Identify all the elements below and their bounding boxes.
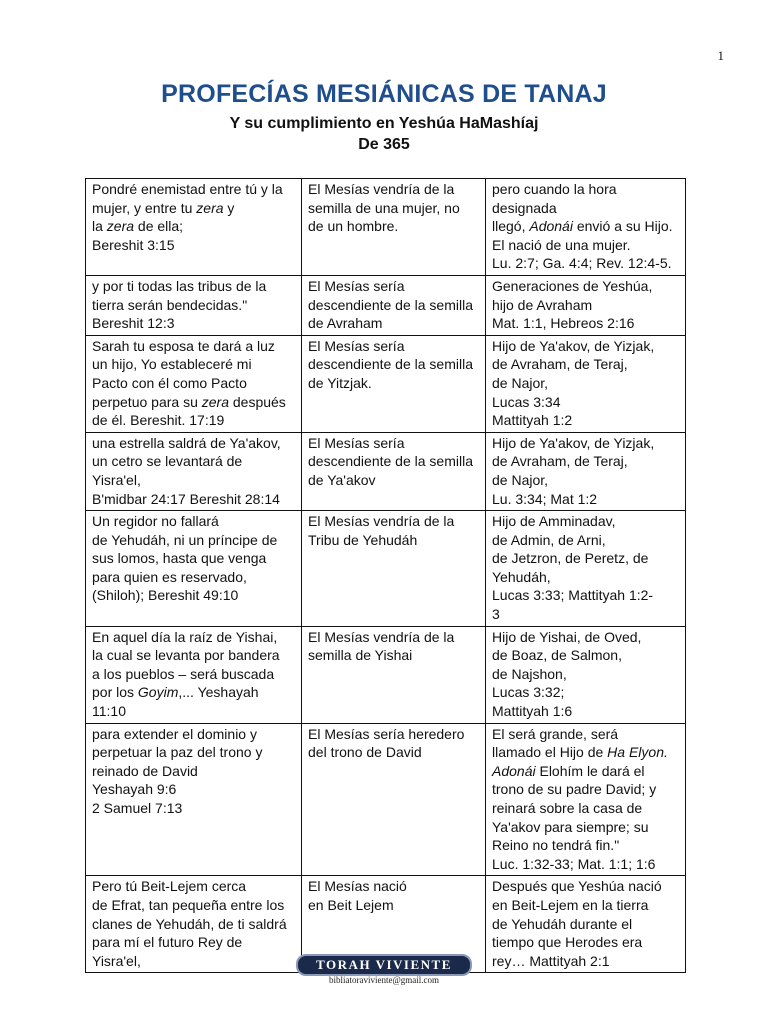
cell-line: de Avraham xyxy=(308,315,383,332)
cell-line: Tribu de Yehudáh xyxy=(308,531,418,548)
table-row xyxy=(86,723,686,876)
cell-line: clanes de Yehudáh, de ti saldrá xyxy=(92,915,287,932)
cell-line: de Najor, xyxy=(492,374,549,391)
summary-cell xyxy=(302,335,486,432)
cell-line: semilla de Yishai xyxy=(308,647,413,664)
cell-line: Lu. 3:34; Mat 1:2 xyxy=(492,490,598,507)
cell-line: rey… Mattityah 2:1 xyxy=(492,952,610,969)
cell-line: de él. Bereshit. 17:19 xyxy=(92,412,225,429)
cell-line: descendiente de la semilla xyxy=(308,356,473,373)
cell-line: El Mesías vendría de la xyxy=(308,181,455,197)
cell-line: un cetro se levantará de xyxy=(92,453,243,470)
cell-line: para extender el dominio y xyxy=(92,725,257,742)
cell-line: Reino no tendrá fin." xyxy=(492,837,620,854)
page-number: 1 xyxy=(717,48,724,63)
cell-line: de Avraham, de Teraj, xyxy=(492,356,628,373)
cell-line: llamado el Hijo de Ha Elyon. xyxy=(492,744,668,761)
cell-line: Lucas 3:33; Mattityah 1:2- xyxy=(492,587,654,604)
cell-line: de Admin, de Arni, xyxy=(492,531,606,548)
cell-line: perpetuar la paz del trono y xyxy=(92,744,263,761)
prophecy-cell xyxy=(86,275,302,335)
cell-line: la cual se levanta por bandera xyxy=(92,647,280,664)
cell-line: El Mesías sería xyxy=(308,277,405,294)
cell-line: Lu. 2:7; Ga. 4:4; Rev. 12:4-5. xyxy=(492,255,672,272)
cell-line: El Mesías sería xyxy=(308,434,405,451)
prophecy-cell xyxy=(86,335,302,432)
subtitle-line-2: De 365 xyxy=(358,136,410,153)
fulfillment-cell xyxy=(486,335,686,432)
fulfillment-cell xyxy=(486,179,686,276)
cell-line: para mí el futuro Rey de xyxy=(92,934,243,951)
cell-line: un hijo, Yo estableceré mi xyxy=(92,356,252,373)
cell-line: El Mesías vendría de la xyxy=(308,628,455,645)
fulfillment-cell xyxy=(486,723,686,876)
cell-line: para quien es reservado, xyxy=(92,568,247,585)
cell-line: B'midbar 24:17 Bereshit 28:14 xyxy=(92,490,280,507)
cell-line: en Beit-Lejem en la tierra xyxy=(492,896,649,913)
cell-line: reinado de David xyxy=(92,762,198,779)
page-subtitle xyxy=(0,113,768,155)
footer xyxy=(0,954,768,985)
cell-line: Pondré enemistad entre tú y la xyxy=(92,181,283,197)
cell-line: del trono de David xyxy=(308,744,422,761)
cell-line: tierra serán bendecidas." xyxy=(92,296,248,313)
cell-line: de Najshon, xyxy=(492,665,567,682)
cell-line: Yisra'el, xyxy=(92,471,141,488)
cell-line: y por ti todas las tribus de la xyxy=(92,277,267,294)
cell-line: sus lomos, hasta que venga xyxy=(92,550,267,567)
cell-line: trono de su padre David; y xyxy=(492,781,657,798)
prophecy-cell xyxy=(86,511,302,627)
cell-line: (Shiloh); Bereshit 49:10 xyxy=(92,587,239,604)
cell-line: Lucas 3:34 xyxy=(492,393,561,410)
cell-line: Lucas 3:32; xyxy=(492,684,565,701)
cell-line: Después que Yeshúa nació xyxy=(492,878,662,895)
fulfillment-cell xyxy=(486,626,686,723)
cell-line: llegó, Adonái envió a su Hijo. xyxy=(492,218,673,235)
cell-line: Mattityah 1:6 xyxy=(492,703,573,720)
cell-line: Un regidor no fallará xyxy=(92,513,219,530)
cell-line: de un hombre. xyxy=(308,218,399,235)
cell-line: de Yehudáh, ni un príncipe de xyxy=(92,531,278,548)
cell-line: Hijo de Yishai, de Oved, xyxy=(492,628,642,645)
cell-line: Mat. 1:1, Hebreos 2:16 xyxy=(492,315,635,332)
torah-viviente-logo: TORAH VIVIENTE xyxy=(296,954,472,976)
fulfillment-cell xyxy=(486,432,686,510)
cell-line: El será grande, será xyxy=(492,725,619,742)
cell-line: mujer, y entre tu zera y xyxy=(92,199,235,216)
cell-line: a los pueblos – será buscada xyxy=(92,665,275,682)
cell-line: 3 xyxy=(492,606,500,623)
subtitle-line-1: Y su cumplimiento en Yeshúa HaMashíaj xyxy=(229,115,539,132)
cell-line: de Ya'akov xyxy=(308,471,376,488)
cell-line: Yehudáh, xyxy=(492,568,551,585)
table-row xyxy=(86,335,686,432)
cell-line: Yeshayah 9:6 xyxy=(92,781,177,798)
cell-line: El Mesías nació xyxy=(308,878,407,895)
cell-line: de Yitzjak. xyxy=(308,374,372,391)
cell-line: Bereshit 12:3 xyxy=(92,315,175,332)
table-row xyxy=(86,511,686,627)
cell-line: de Avraham, de Teraj, xyxy=(492,453,628,470)
fulfillment-cell xyxy=(486,511,686,627)
cell-line: de Najor, xyxy=(492,471,549,488)
cell-line: por los Goyim,... Yeshayah xyxy=(92,684,259,701)
cell-line: Pacto con él como Pacto xyxy=(92,374,247,391)
prophecy-cell xyxy=(86,723,302,876)
summary-cell xyxy=(302,179,486,276)
cell-line: El Mesías vendría de la xyxy=(308,513,455,530)
prophecy-table xyxy=(85,178,686,973)
page-title: PROFECÍAS MESIÁNICAS DE TANAJ xyxy=(161,80,607,108)
cell-line: de Yehudáh durante el xyxy=(492,915,633,932)
cell-line: En aquel día la raíz de Yishai, xyxy=(92,628,278,645)
cell-line: la zera de ella; xyxy=(92,218,184,235)
summary-cell xyxy=(302,511,486,627)
cell-line: Generaciones de Yeshúa, xyxy=(492,277,653,294)
cell-line: una estrella saldrá de Ya'akov, xyxy=(92,434,281,451)
cell-line: de Jetzron, de Peretz, de xyxy=(492,550,649,567)
table-row xyxy=(86,275,686,335)
cell-line: Sarah tu esposa te dará a luz xyxy=(92,337,275,354)
cell-line: pero cuando la hora xyxy=(492,181,617,197)
prophecy-cell xyxy=(86,626,302,723)
cell-line: Hijo de Ya'akov, de Yizjak, xyxy=(492,434,655,451)
fulfillment-cell xyxy=(486,275,686,335)
cell-line: reinará sobre la casa de xyxy=(492,800,643,816)
cell-line: perpetuo para su zera después xyxy=(92,393,286,410)
table-row xyxy=(86,179,686,276)
cell-line: 2 Samuel 7:13 xyxy=(92,800,183,816)
footer-email: bibliatoraviviente@gmail.com xyxy=(328,975,439,985)
cell-line: Mattityah 1:2 xyxy=(492,412,573,429)
cell-line: designada xyxy=(492,199,557,216)
cell-line: Hijo de Ya'akov, de Yizjak, xyxy=(492,337,655,354)
prophecy-cell xyxy=(86,432,302,510)
table-row xyxy=(86,432,686,510)
cell-line: Hijo de Amminadav, xyxy=(492,513,616,530)
cell-line: de Boaz, de Salmon, xyxy=(492,647,622,664)
cell-line: El Mesías sería heredero xyxy=(308,725,465,742)
cell-line: Yisra'el, xyxy=(92,952,141,969)
cell-line: El Mesías sería xyxy=(308,337,405,354)
cell-line: semilla de una mujer, no xyxy=(308,199,460,216)
prophecy-cell xyxy=(86,179,302,276)
cell-line: El nació de una mujer. xyxy=(492,236,631,253)
cell-line: tiempo que Herodes era xyxy=(492,934,643,951)
cell-line: descendiente de la semilla xyxy=(308,296,473,313)
cell-line: Pero tú Beit-Lejem cerca xyxy=(92,878,247,895)
cell-line: Adonái Elohím le dará el xyxy=(492,762,645,779)
summary-cell xyxy=(302,275,486,335)
cell-line: Luc. 1:32-33; Mat. 1:1; 1:6 xyxy=(492,855,656,872)
summary-cell xyxy=(302,626,486,723)
cell-line: hijo de Avraham xyxy=(492,296,593,313)
cell-line: en Beit Lejem xyxy=(308,896,394,913)
cell-line: 11:10 xyxy=(92,703,126,720)
cell-line: Bereshit 3:15 xyxy=(92,236,175,253)
cell-line: de Efrat, tan pequeña entre los xyxy=(92,896,285,913)
table-row xyxy=(86,626,686,723)
cell-line: descendiente de la semilla xyxy=(308,453,473,470)
summary-cell xyxy=(302,432,486,510)
cell-line: Ya'akov para siempre; su xyxy=(492,818,649,835)
summary-cell xyxy=(302,723,486,876)
